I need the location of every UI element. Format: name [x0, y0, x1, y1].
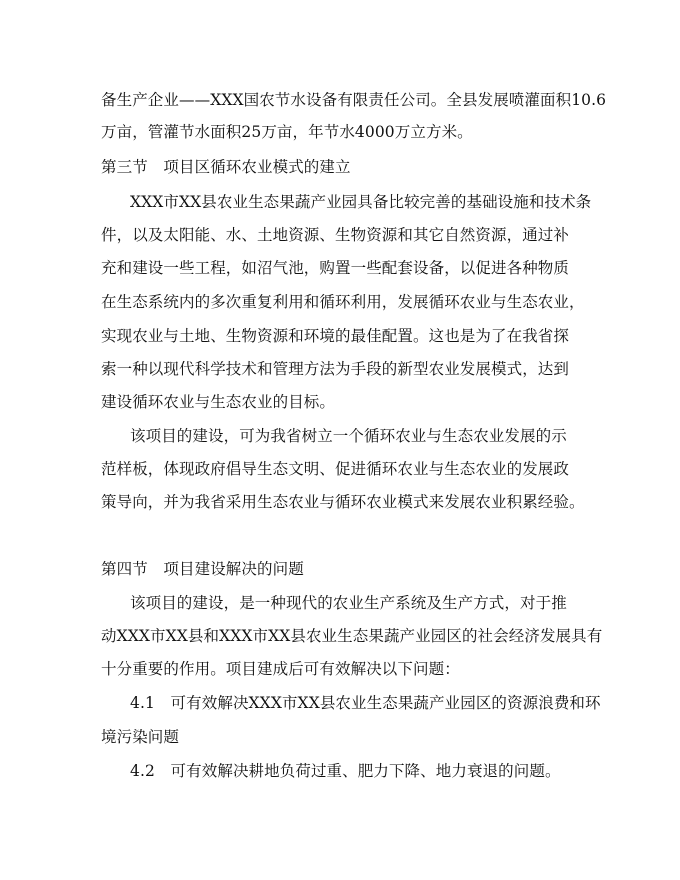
section-3-p2-line-3: 策导向，并为我省采用生态农业与循环农业模式来发展农业积累经验。 [101, 493, 585, 511]
section-3-p1-line-1: XXX市XX县农业生态果蔬产业园具备比较完善的基础设施和技术条 [130, 193, 592, 211]
intro-line-1: 备生产企业——XXX国农节水设备有限责任公司。全县发展喷灌面积10.6 [101, 91, 607, 109]
section-4-item-2-line-1: 4.2 可有效解决耕地负荷过重、肥力下降、地力衰退的问题。 [130, 762, 561, 780]
section-3-heading: 第三节 项目区循环农业模式的建立 [101, 158, 351, 176]
section-3-p1-line-4: 在生态系统内的多次重复利用和循环利用，发展循环农业与生态农业， [101, 293, 585, 311]
section-3-p1-line-3: 充和建设一些工程，如沼气池，购置一些配套设备，以促进各种物质 [101, 259, 570, 277]
section-3-p2-line-2: 范样板，体现政府倡导生态文明、促进循环农业与生态农业的发展政 [101, 460, 570, 478]
section-4-item-1-line-1: 4.1 可有效解决XXX市XX县农业生态果蔬产业园区的资源浪费和环 [130, 694, 601, 712]
section-4-p1-line-3: 十分重要的作用。项目建成后可有效解决以下问题： [101, 660, 460, 678]
section-3-p1-line-2: 件，以及太阳能、水、土地资源、生物资源和其它自然资源，通过补 [101, 226, 570, 244]
section-4-item-1-line-2: 境污染问题 [101, 728, 180, 746]
section-3-p1-line-7: 建设循环农业与生态农业的目标。 [101, 393, 336, 411]
section-3-p2-line-1: 该项目的建设，可为我省树立一个循环农业与生态农业发展的示 [130, 427, 567, 445]
section-4-p1-line-2: 动XXX市XX县和XXX市XX县农业生态果蔬产业园区的社会经济发展具有 [101, 627, 603, 645]
intro-line-2: 万亩，管灌节水面积25万亩，年节水4000万立方米。 [101, 123, 473, 141]
section-4-p1-line-1: 该项目的建设，是一种现代的农业生产系统及生产方式，对于推 [130, 594, 567, 612]
section-3-p1-line-6: 索一种以现代科学技术和管理方法为手段的新型农业发展模式，达到 [101, 360, 570, 378]
section-4-heading: 第四节 项目建设解决的问题 [101, 560, 304, 578]
section-3-p1-line-5: 实现农业与土地、生物资源和环境的最佳配置。这也是为了在我省探 [101, 327, 570, 345]
